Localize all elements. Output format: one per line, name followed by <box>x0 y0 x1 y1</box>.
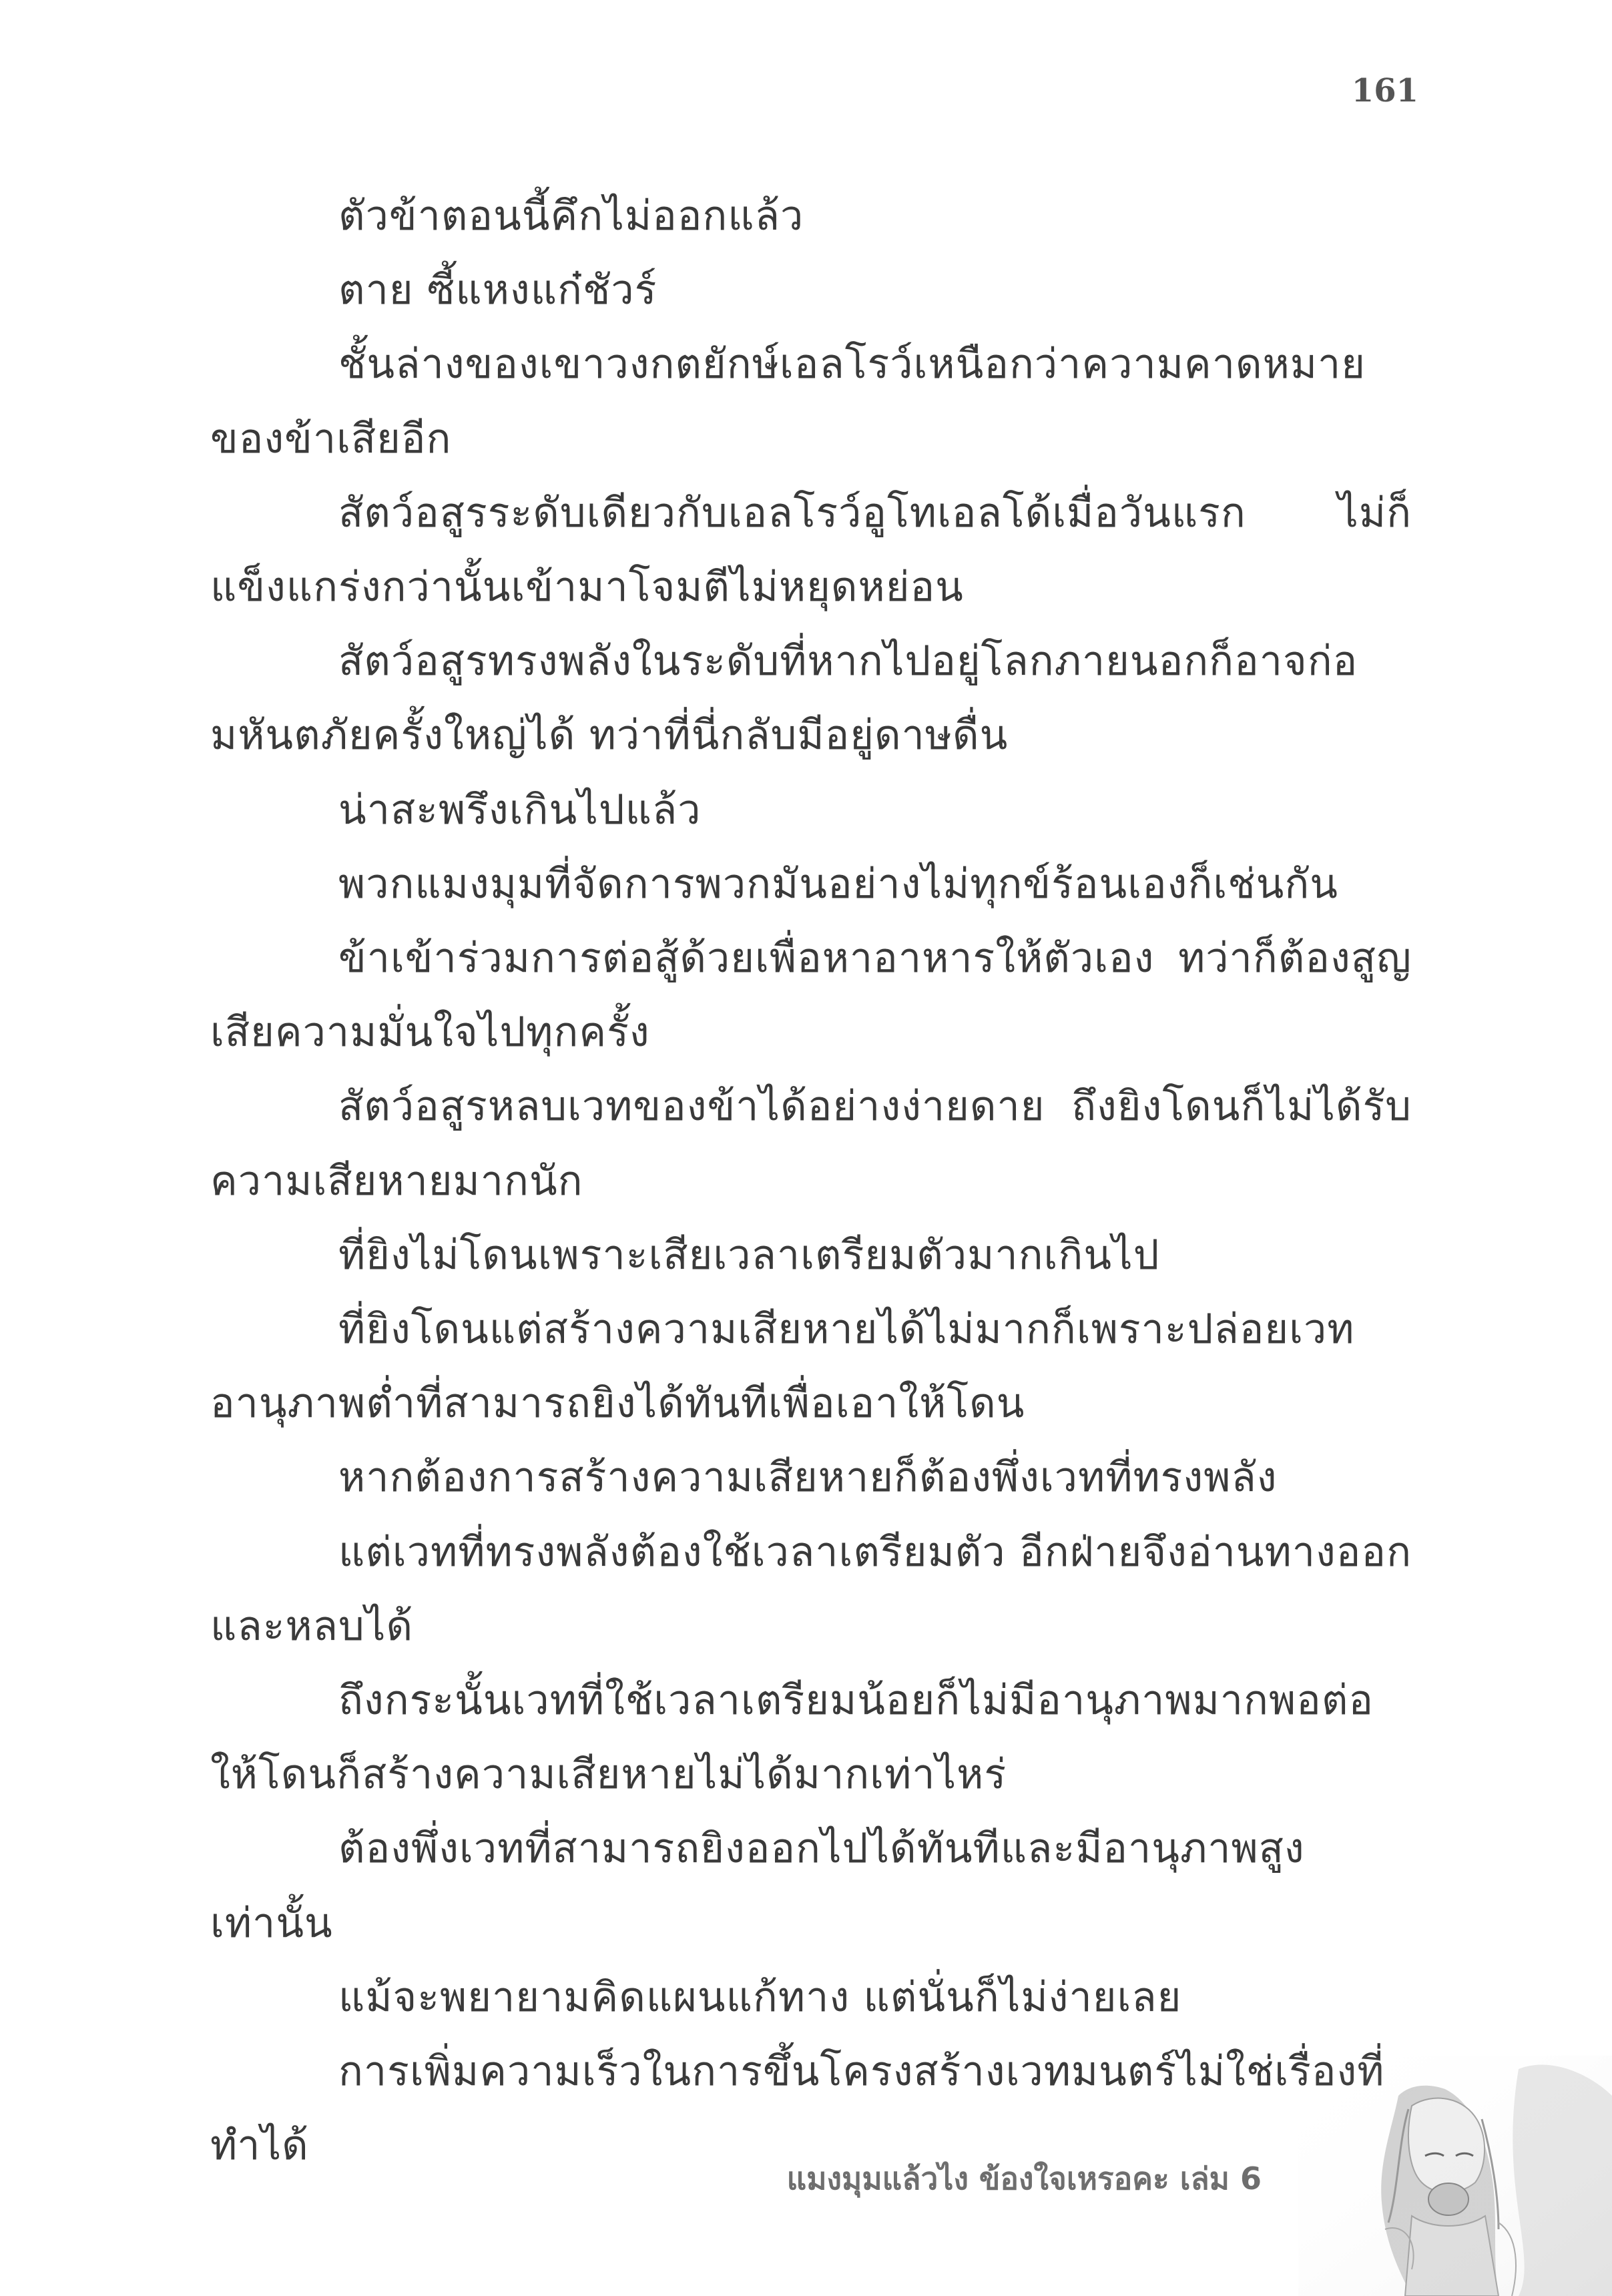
page-number: 161 <box>1351 72 1418 109</box>
paragraph: พวกแมงมุมที่จัดการพวกมันอย่างไม่ทุกข์ร้อนเองก็เช่นกัน <box>338 860 1338 908</box>
paragraph: แม้จะพยายามคิดแผนแก้ทาง แต่นั่นก็ไม่ง่ายเลย <box>338 1973 1182 2021</box>
paragraph: ตาย ซี้แหงแก๋ชัวร์ <box>338 266 657 314</box>
paragraph: ชั้นล่างของเขาวงกตยักษ์เอลโรว์เหนือกว่าความคาดหมายของข้าเสียอีก <box>210 340 1366 463</box>
paragraph: หากต้องการสร้างความเสียหายก็ต้องพึ่งเวทที่ทรงพลัง <box>338 1454 1278 1502</box>
paragraph: ที่ยิงโดนแต่สร้างความเสียหายได้ไม่มากก็เพราะปล่อยเวทอานุภาพต่ำที่สามารถยิงได้ทันทีเพื่อเอาให้โดน <box>210 1306 1355 1428</box>
paragraph: สัตว์อสูรทรงพลังในระดับที่หากไปอยู่โลกภายนอกก็อาจก่อมหันตภัยครั้งใหญ่ได้ ทว่าที่นี่กลับมีอยู่ดาษดื่น <box>210 637 1358 760</box>
paragraph: การเพิ่มความเร็วในการขึ้นโครงสร้างเวทมนตร์ไม่ใช่เรื่องที่ทำได้ <box>210 2048 1385 2170</box>
paragraph: ตัวข้าตอนนี้คึกไม่ออกแล้ว <box>338 192 804 240</box>
paragraph: สัตว์อสูรหลบเวทของข้าได้อย่างง่ายดาย ถึงยิงโดนก็ไม่ได้รับความเสียหายมากนัก <box>210 1083 1412 1205</box>
body-text <box>210 179 1412 2183</box>
paragraph: น่าสะพรึงเกินไปแล้ว <box>338 786 702 834</box>
paragraph: ต้องพึ่งเวทที่สามารถยิงออกไปได้ทันทีและมีอานุภาพสูงเท่านั้น <box>210 1825 1305 1947</box>
paragraph: ที่ยิงไม่โดนเพราะเสียเวลาเตรียมตัวมากเกินไป <box>338 1231 1160 1279</box>
footer-book-title: แมงมุมแล้วไง ข้องใจเหรอคะ เล่ม 6 <box>786 2161 1262 2197</box>
character-illustration <box>1298 2056 1612 2296</box>
paragraph: แต่เวทที่ทรงพลังต้องใช้เวลาเตรียมตัว อีกฝ่ายจึงอ่านทางออกและหลบได้ <box>210 1528 1412 1650</box>
paragraph: ข้าเข้าร่วมการต่อสู้ด้วยเพื่อหาอาหารให้ตัวเอง ทว่าก็ต้องสูญเสียความมั่นใจไปทุกครั้ง <box>210 934 1412 1057</box>
paragraph: ถึงกระนั้นเวทที่ใช้เวลาเตรียมน้อยก็ไม่มีอานุภาพมากพอต่อให้โดนก็สร้างความเสียหายไม่ได้มากเท่าไหร่ <box>210 1677 1374 1799</box>
paragraph: สัตว์อสูรระดับเดียวกับเอลโรว์อูโทเอลโด้เมื่อวันแรก ไม่ก็แข็งแกร่งกว่านั้นเข้ามาโจมตีไม่หยุดหย่อน <box>210 489 1412 611</box>
